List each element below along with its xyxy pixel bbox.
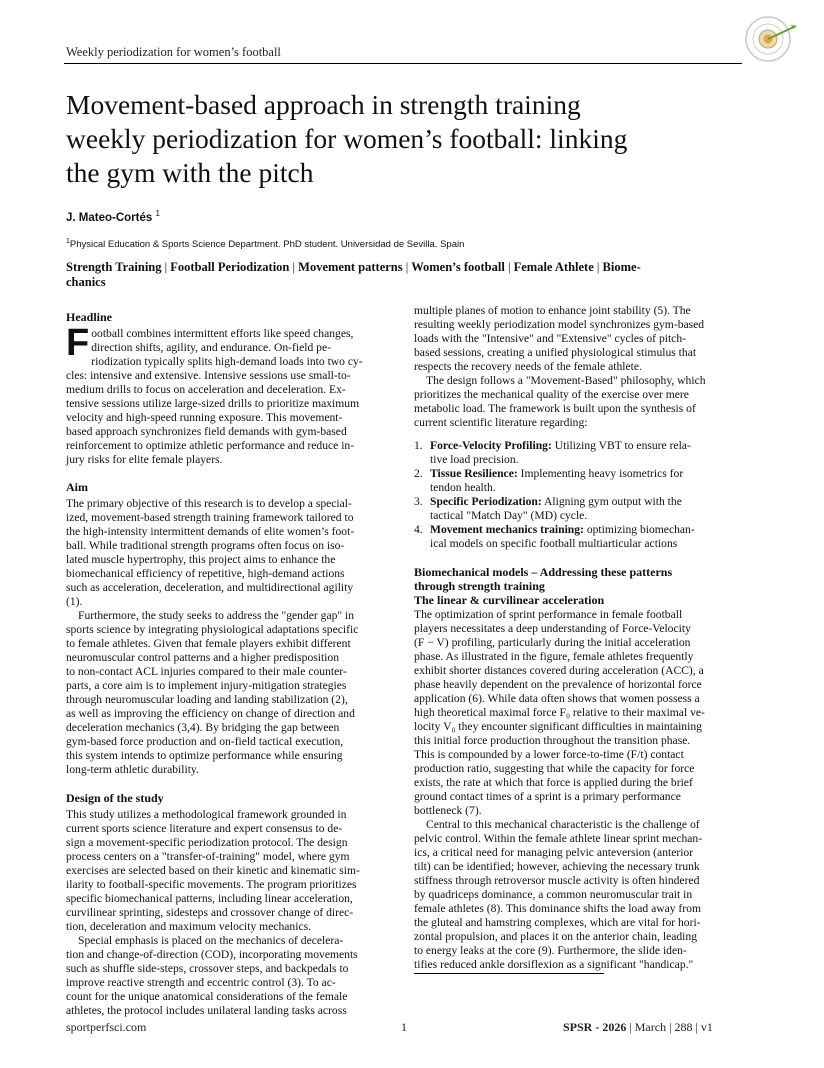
text-line: improve reactive strength and eccentric control (3). To ac-	[66, 976, 336, 989]
left-column	[66, 304, 396, 1018]
text-line: (1).	[66, 595, 83, 608]
text-line: the gluteal and hamstring complexes, which are vital for hori-	[414, 916, 701, 929]
text-line: multiple planes of motion to enhance joint stability (5). The	[414, 304, 691, 317]
keywords-line: chanics	[66, 274, 106, 289]
list-text: Aligning gym output with the	[544, 495, 682, 508]
list-text: Utilizing VBT to ensure rela-	[554, 439, 691, 452]
text-line: This study utilizes a methodological framework grounded in	[66, 808, 347, 821]
text-line: gym-based force production and on-field tactical execution,	[66, 735, 344, 748]
text-line: as well as improving the efficiency on change of direction and	[66, 707, 355, 720]
section-heading-headline: Headline	[66, 310, 113, 324]
text-line: long-term athletic durability.	[66, 763, 199, 776]
text-line: Central to this mechanical characteristic is the challenge of	[426, 818, 700, 831]
footer-site-link[interactable]: sportperfsci.com	[66, 1020, 147, 1034]
text-line: athletes, the protocol includes unilateral landing tasks across	[66, 1004, 347, 1017]
aim-paragraph-1	[66, 497, 396, 609]
footnote-rule	[414, 973, 604, 974]
footer-journal: SPSR - 2026	[563, 1020, 627, 1034]
text-line: phase. As illustrated in the figure, female athletes frequently	[414, 650, 694, 663]
footer-article: 288	[674, 1020, 693, 1034]
heading-line: Biomechanical models – Addressing these patterns	[414, 565, 673, 579]
section-heading-aim: Aim	[66, 480, 88, 494]
linear-paragraph-1	[414, 608, 744, 818]
keyword: Biome-	[602, 260, 641, 274]
running-header: Weekly periodization for women’s football	[66, 45, 281, 59]
text-line: ilarity to football-specific movements. The program prioritizes	[66, 878, 357, 891]
text-line: female athletes (8). This dominance shifts the load away from	[414, 902, 701, 915]
footer-page-number: 1	[401, 1020, 407, 1034]
text-line: reinforcement to optimize athletic performance and reduce in-	[66, 439, 355, 452]
text-line: through neuromuscular loading and landing stabilization (2),	[66, 693, 348, 706]
affiliation	[66, 238, 464, 250]
affiliation-mark: 1	[66, 238, 70, 245]
list-term: Specific Periodization:	[430, 495, 542, 508]
linear-paragraph-2	[414, 818, 744, 972]
text-line: jury risks for elite female players.	[66, 453, 223, 466]
text-line: tion and change-of-direction (COD), incorporating movements	[66, 948, 358, 961]
footer-separator: |	[669, 1020, 672, 1034]
list-number: 1.	[414, 439, 423, 452]
philosophy-paragraph	[414, 374, 744, 430]
title-line: weekly periodization for women’s football: linking	[66, 123, 628, 154]
text-line: prioritizes the mechanical quality of the exercise over mere	[414, 388, 689, 401]
text-line: count for the unique anatomical considerations of the female	[66, 990, 348, 1003]
text-line: based approach synchronizes field demands with gym-based	[66, 425, 347, 438]
list-text: tive load precision.	[430, 453, 519, 466]
keyword-separator: |	[164, 260, 168, 274]
keyword-separator: |	[507, 260, 511, 274]
text-line: riodization typically splits high-demand loads into two cy-	[91, 355, 363, 368]
keyword: Football Periodization	[170, 260, 290, 274]
author-mark: 1	[155, 209, 160, 218]
text-line: tion, deceleration and maximum velocity mechanics.	[66, 920, 311, 933]
text-line: such as shuffle side-steps, crossover steps, and backpedals to	[66, 962, 349, 975]
list-item	[414, 439, 744, 467]
design-paragraph-1	[66, 808, 396, 934]
drop-cap: F	[66, 322, 90, 364]
keyword-separator: |	[596, 260, 600, 274]
text-line: ized, movement-based strength training framework tailored to	[66, 511, 354, 524]
text-line: velocity and high-speed running exposure. This movement-	[66, 411, 343, 424]
list-text: tactical "Match Day" (MD) cycle.	[430, 509, 588, 522]
heading-line: through strength training	[414, 579, 545, 593]
text-line: tensive sessions utilize large-sized drills to prioritize maximum	[66, 397, 360, 410]
keywords-line	[66, 260, 746, 275]
text-line: high theoretical maximal force F₀ relative to their maximal ve-	[414, 706, 705, 719]
keyword: Female Athlete	[513, 260, 594, 274]
text-line: phase heavily dependent on the prevalence of horizontal force	[414, 678, 702, 691]
text-line: direction shifts, agility, and endurance. On-field pe-	[91, 341, 331, 354]
affiliation-text: Physical Education & Sports Science Department. PhD student. Universidad de Sevilla. Spain	[69, 239, 465, 251]
keyword: Women’s football	[411, 260, 505, 274]
text-line: medium drills to focus on acceleration and deceleration. Ex-	[66, 383, 346, 396]
text-line: The optimization of sprint performance in female football	[414, 608, 683, 621]
list-text: optimizing biomechan-	[586, 523, 695, 536]
text-line: players necessitates a deep understanding of Force-Velocity	[414, 622, 691, 635]
text-line: ball. While traditional strength programs often focus on iso-	[66, 539, 345, 552]
text-line: the high-intensity intermittent demands of elite women’s foot-	[66, 525, 355, 538]
text-line: This is compounded by a lower force-to-time (F/t) contact	[414, 748, 684, 761]
text-line: loads with the "Intensive" and "Extensive" cycles of pitch-	[414, 332, 686, 345]
list-text: ical models on specific football multiarticular actions	[430, 537, 678, 550]
list-text: tendon health.	[430, 481, 496, 494]
header-rule	[64, 63, 742, 64]
author-name: J. Mateo-Cortés	[66, 211, 153, 224]
text-line: locity V₀ they encounter significant difficulties in maintaining	[414, 720, 702, 733]
footer-citation	[563, 1020, 713, 1035]
design-paragraph-2	[66, 934, 396, 1018]
text-line: Special emphasis is placed on the mechanics of decelera-	[78, 934, 344, 947]
text-line: sports science by integrating physiological adaptations specific	[66, 623, 359, 636]
continued-paragraph	[414, 304, 744, 374]
headline-paragraph	[66, 322, 396, 467]
footer-volume: v1	[700, 1020, 713, 1034]
text-line: current sports science literature and expert consensus to de-	[66, 822, 343, 835]
section-heading-biomechanical	[414, 565, 744, 593]
list-item	[414, 467, 744, 495]
text-line: zontal propulsion, and places it on the anterior chain, leading	[414, 930, 697, 943]
list-term: Tissue Resilience:	[430, 467, 518, 480]
text-line: lated muscle hypertrophy, this project aims to enhance the	[66, 553, 336, 566]
text-line: specific biomechanical patterns, including linear acceleration,	[66, 892, 353, 905]
text-line: deceleration mechanics (3,4). By bridging the gap between	[66, 721, 340, 734]
text-line: The primary objective of this research is to develop a special-	[66, 497, 352, 510]
text-line: process centers on a "transfer-of-training" model, where gym	[66, 850, 350, 863]
text-line: metabolic load. The framework is built upon the synthesis of	[414, 402, 696, 415]
text-line: curvilinear sprinting, sidesteps and crossover change of direc-	[66, 906, 354, 919]
right-column	[414, 304, 744, 972]
text-line: production ratio, suggesting that while the capacity for force	[414, 762, 695, 775]
list-term: Movement mechanics training:	[430, 523, 584, 536]
text-line: pelvic control. Within the female athlete linear sprint mechan-	[414, 832, 703, 845]
text-line: to energy leaks at the core (9). Furthermore, the slide iden-	[414, 944, 687, 957]
text-line: application (6). While data often shows that women possess a	[414, 692, 700, 705]
text-line: current scientific literature regarding:	[414, 416, 588, 429]
footer-separator: |	[629, 1020, 632, 1034]
text-line: sign a movement-specific periodization protocol. The design	[66, 836, 348, 849]
list-number: 2.	[414, 467, 423, 480]
aim-paragraph-2	[66, 609, 396, 777]
footer-separator: |	[695, 1020, 698, 1034]
title-line: Movement-based approach in strength training	[66, 89, 581, 120]
text-line: cles: intensive and extensive. Intensive sessions use small-to-	[66, 369, 351, 382]
text-line: to non-contact ACL injuries compared to their male counter-	[66, 665, 347, 678]
keywords	[66, 260, 746, 289]
list-number: 4.	[414, 523, 423, 536]
keyword: Strength Training	[66, 260, 162, 274]
text-line: by quadriceps dominance, a common neuromuscular trait in	[414, 888, 693, 901]
list-number: 3.	[414, 495, 423, 508]
headline-lines	[66, 322, 396, 467]
target-arrow-logo	[742, 14, 800, 64]
text-line: exists, the rate at which that force is applied during the brief	[414, 776, 693, 789]
footer-month: March	[634, 1020, 667, 1034]
list-item	[414, 523, 744, 551]
list-term: Force-Velocity Profiling:	[430, 439, 552, 452]
text-line: this initial force production throughout the transition phase.	[414, 734, 691, 747]
text-line: exercises are selected based on their kinetic and kinematic sim-	[66, 864, 360, 877]
text-line: bottleneck (7).	[414, 804, 482, 817]
text-line: tifies reduced ankle dorsiflexion as a significant "handicap."	[414, 958, 694, 971]
keyword-separator: |	[292, 260, 296, 274]
author	[66, 209, 160, 224]
text-line: (F − V) profiling, particularly during the initial acceleration	[414, 636, 691, 649]
framework-list	[414, 439, 744, 551]
text-line: ootball combines intermittent efforts like speed changes,	[91, 327, 354, 340]
keyword: Movement patterns	[298, 260, 403, 274]
text-line: ics, a critical need for managing pelvic anteversion (anterior	[414, 846, 694, 859]
list-item	[414, 495, 744, 523]
text-line: such as acceleration, deceleration, and multidirectional agility	[66, 581, 354, 594]
subsection-heading-linear: The linear & curvilinear acceleration	[414, 593, 605, 607]
text-line: biomechanical efficiency of repetitive, high-demand actions	[66, 567, 345, 580]
text-line: The design follows a "Movement-Based" philosophy, which	[426, 374, 706, 387]
title-line: the gym with the pitch	[66, 157, 314, 188]
text-line: stiffness through retroversor muscle activity is often hindered	[414, 874, 700, 887]
list-text: Implementing heavy isometrics for	[520, 467, 684, 480]
text-line: based sessions, creating a unified physiological stimulus that	[414, 346, 697, 359]
text-line: this system intends to optimize performance while ensuring	[66, 749, 343, 762]
section-heading-design: Design of the study	[66, 791, 164, 805]
text-line: exhibit shorter distances covered during acceleration (ACC), a	[414, 664, 704, 677]
text-line: Furthermore, the study seeks to address the "gender gap" in	[78, 609, 355, 622]
text-line: tilt) can be identified; however, achieving the necessary trunk	[414, 860, 700, 873]
text-line: neuromuscular control patterns and a higher predisposition	[66, 651, 340, 664]
text-line: resulting weekly periodization model synchronizes gym-based	[414, 318, 705, 331]
text-line: parts, a core aim is to implement injury-mitigation strategies	[66, 679, 347, 692]
text-line: ground contact times of a sprint is a primary performance	[414, 790, 681, 803]
article-title	[66, 88, 746, 190]
text-line: respects the recovery needs of the female athlete.	[414, 360, 642, 373]
keyword-separator: |	[405, 260, 409, 274]
text-line: to female athletes. Given that female players exhibit different	[66, 637, 351, 650]
